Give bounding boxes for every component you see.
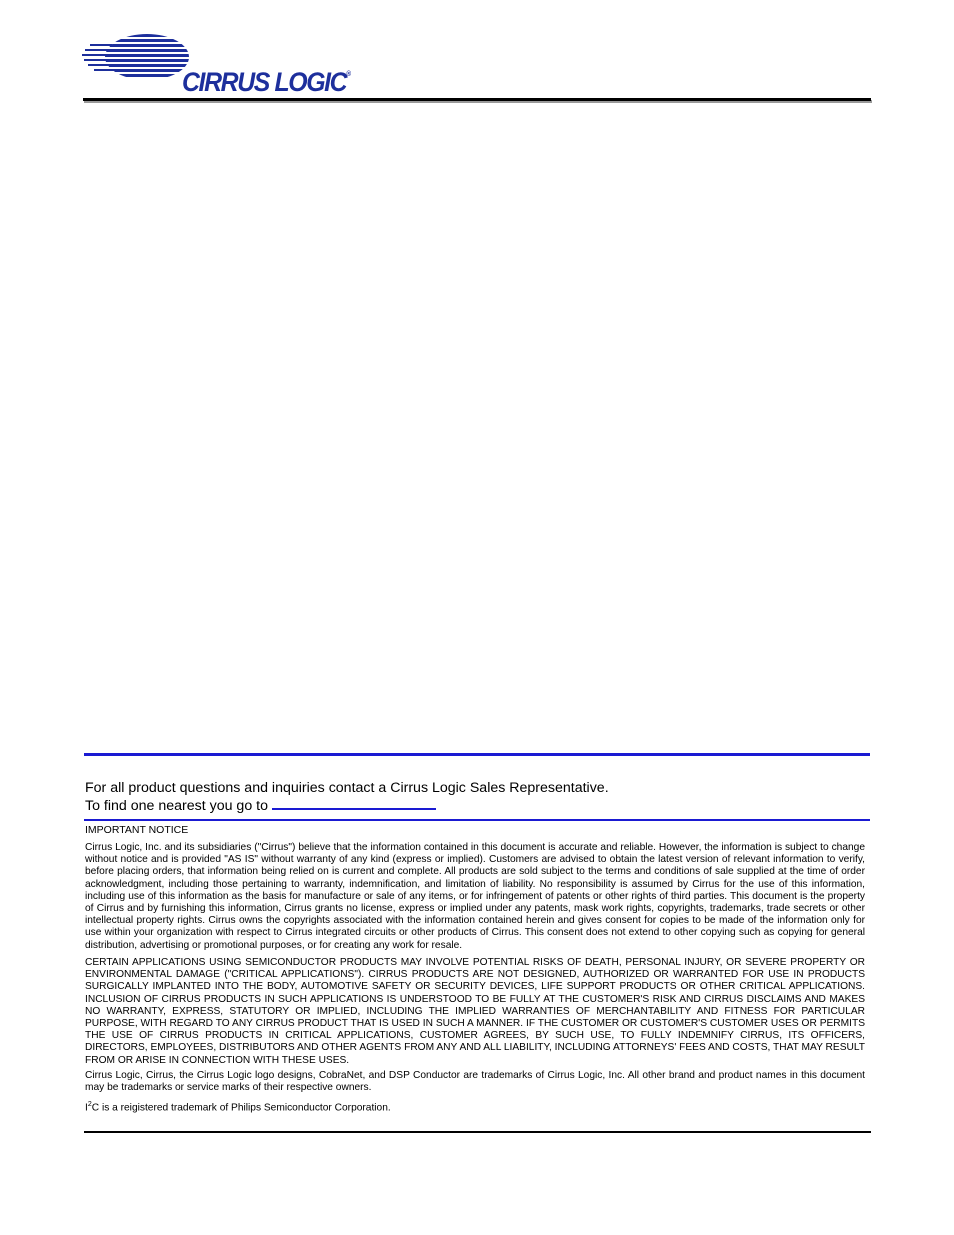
contact-line-1: For all product questions and inquiries contact a Cirrus Logic Sales Representative.	[85, 780, 609, 796]
i2c-trademark-text: $I^2C$ is a reigistered trademark of Philips Semiconductor Corporation.	[85, 1101, 391, 1114]
sales-rep-link[interactable]	[272, 796, 436, 810]
contact-line-2-text: To find one nearest you go to	[85, 798, 268, 814]
notice-paragraph-3	[85, 1070, 865, 1094]
contact-top-divider	[84, 753, 870, 756]
notice-title: IMPORTANT NOTICE	[85, 824, 189, 836]
header-divider	[83, 98, 871, 101]
notice-text-3: Cirrus Logic, Cirrus, the Cirrus Logic logo designs, CobraNet, and DSP Conductor are trademarks of Cirrus Logic, Inc. All other brand and product names in this document may be trademarks or service marks of their respective owners.	[85, 1070, 865, 1094]
footer-divider	[84, 1131, 871, 1133]
notice-paragraph-1	[85, 842, 865, 952]
notice-paragraph-4	[85, 1099, 865, 1115]
logo-wordmark: CIRRUS LOGIC®	[182, 67, 351, 97]
contact-line-2	[85, 796, 436, 814]
notice-paragraph-2	[85, 957, 865, 1067]
logo-mark-icon	[82, 33, 192, 81]
contact-bottom-divider	[84, 819, 870, 821]
notice-text-2: CERTAIN APPLICATIONS USING SEMICONDUCTOR PRODUCTS MAY INVOLVE POTENTIAL RISKS OF DEATH, PERSONAL INJURY, OR SEVERE PROPERTY OR ENVIRONMENTAL DAMAGE ("CRITICAL APPLICATIONS"). CIRRUS PRODUCTS ARE NOT DESIGNED, AUTHORIZED OR WARRANTED FOR USE IN PRODUCTS SURGICALLY IMPLANTED INTO THE BODY, AUTOMOTIVE SAFETY OR SECURITY DEVICES, LIFE SUPPORT PRODUCTS OR OTHER CRITICAL APPLICATIONS. INCLUSION OF CIRRUS PRODUCTS IN SUCH APPLICATIONS IS UNDERSTOOD TO BE FULLY AT THE CUSTOMER'S RISK AND CIRRUS DISCLAIMS AND MAKES NO WARRANTY, EXPRESS, STATUTORY OR IMPLIED, INCLUDING THE IMPLIED WARRANTIES OF MERCHANTABILITY AND FITNESS FOR PARTICULAR PURPOSE, WITH REGARD TO ANY CIRRUS PRODUCT THAT IS USED IN SUCH A MANNER. IF THE CUSTOMER OR CUSTOMER'S CUSTOMER USES OR PERMITS THE USE OF CIRRUS PRODUCTS IN CRITICAL APPLICATIONS, CUSTOMER AGREES, BY SUCH USE, TO FULLY INDEMNIFY CIRRUS, ITS OFFICERS, DIRECTORS, EMPLOYEES, DISTRIBUTORS AND OTHER AGENTS FROM ANY AND ALL LIABILITY, INCLUDING ATTORNEYS' FEES AND COSTS, THAT MAY RESULT FROM OR ARISE IN CONNECTION WITH THESE USES.	[85, 957, 865, 1066]
cirrus-logic-logo	[82, 33, 372, 101]
notice-text-1: Cirrus Logic, Inc. and its subsidiaries ("Cirrus") believe that the information contained in this document is accurate and reliable. However, the information is subject to change without notice and is provided "AS IS" without warranty of any kind (express or implied). Customers are advised to obtain the latest version of relevant information to verify, before placing orders, that information being relied on is current and complete. All products are sold subject to the terms and conditions of sale supplied at the time of order acknowledgment, including those pertaining to warranty, indemnification, and limitation of liability. No responsibility is assumed by Cirrus for the use of this information, including use of this information as the basis for manufacture or sale of any items, or for infringement of patents or other rights of third parties. This document is the property of Cirrus and by furnishing this information, Cirrus grants no license, express or implied under any patents, mask work rights, copyrights, trademarks, trade secrets or other intellectual property rights. Cirrus owns the copyrights associated with the information contained herein and gives consent for copies to be made of the information only for use within your organization with respect to Cirrus integrated circuits or other products of Cirrus. This consent does not extend to other copying such as copying for general distribution, advertising or promotional purposes, or for creating any work for resale.	[85, 842, 865, 951]
